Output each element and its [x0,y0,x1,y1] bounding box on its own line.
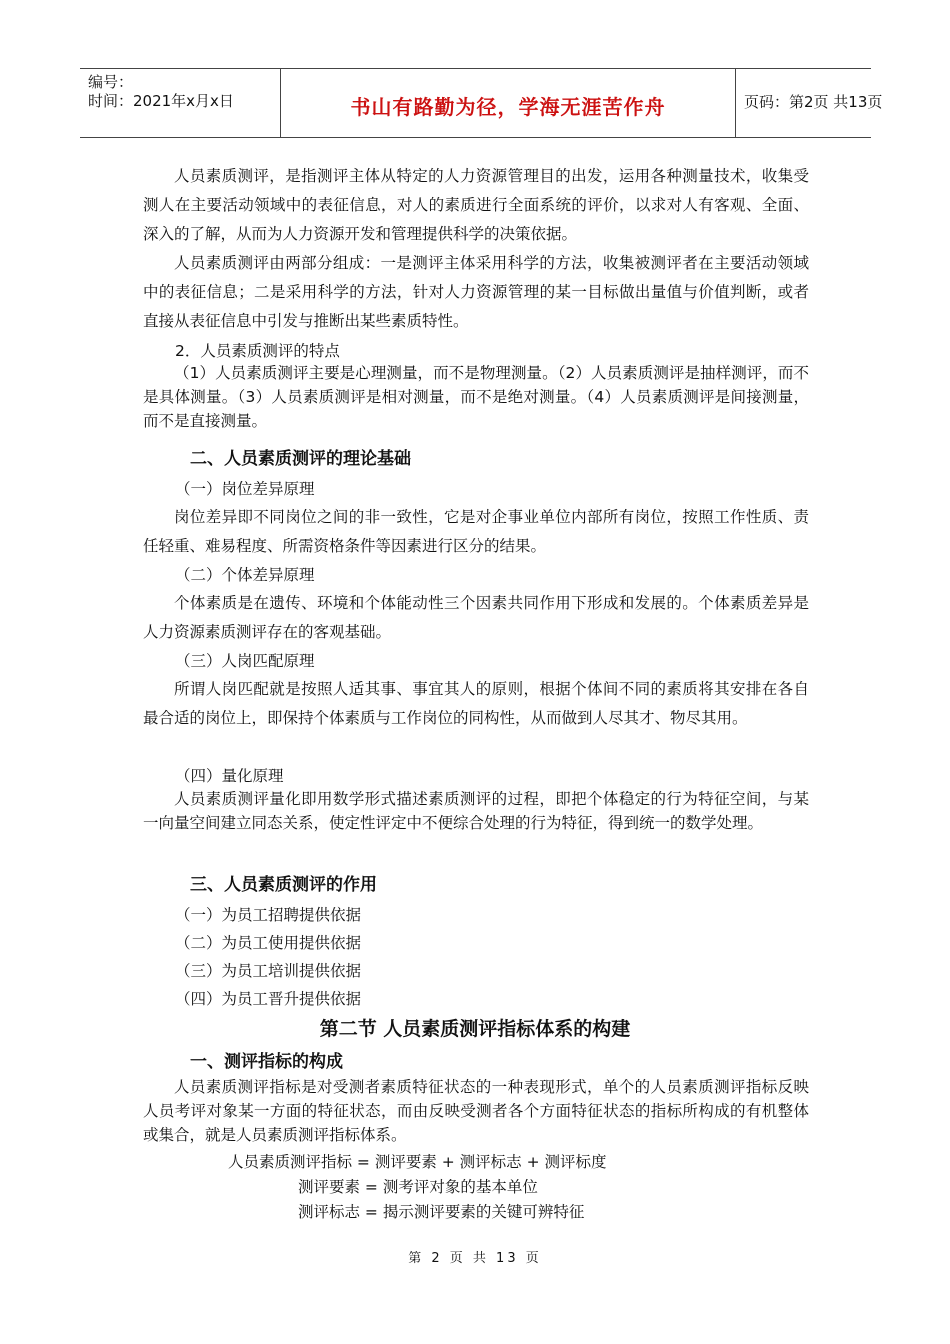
theory-3-text: 所谓人岗匹配就是按照人适其事、事宜其人的原则，根据个体间不同的素质将其安排在各自最合适的岗位上，即保持个体素质与工作岗位的同构性，从而做到人尽其才、物尽其用。 [143,680,809,727]
time-label: 时间：2021年x月x日 [88,92,234,110]
role-item: （二）为员工使用提供依据 [175,934,362,952]
theory-2-title: （二）个体差异原理 [175,566,315,584]
header-center-cell [280,69,736,137]
header-right-cell [736,69,883,137]
theory-1-text: 岗位差异即不同岗位之间的非一致性，它是对企事业单位内部所有岗位，按照工作性质、责任轻重、难易程度、所需资格条件等因素进行区分的结果。 [143,508,809,555]
section-title: 第二节 人员素质测评指标体系的构建 [319,1018,631,1040]
formula-sign: 测评标志 = 揭示测评要素的关键可辨特征 [298,1203,585,1221]
paragraph-definition: 人员素质测评，是指测评主体从特定的人力资源管理目的出发，运用各种测量技术，收集受测人在主要活动领域中的表征信息，对人的素质进行全面系统的评价，以求对人有客观、全面、深入的了解，从而为人力资源开发和管理提供科学的决策依据。 [143,167,809,243]
subheading-features: 2．人员素质测评的特点 [175,342,340,360]
header-table [80,68,883,138]
role-item: （三）为员工培训提供依据 [175,962,362,980]
formula-element: 测评要素 = 测考评对象的基本单位 [298,1178,538,1196]
paragraph-composition: 人员素质测评由两部分组成：一是测评主体采用科学的方法，收集被测评者在主要活动领域中的表征信息；二是采用科学的方法，针对人力资源管理的某一目标做出量值与价值判断，或者直接从表征信息中引发与推断出某些素质特性。 [143,254,809,330]
number-label: 编号： [88,73,134,91]
page-footer: 第 2 页 共 13 页 [408,1251,542,1266]
role-item: （一）为员工招聘提供依据 [175,906,362,924]
role-item: （四）为员工晋升提供依据 [175,990,362,1008]
theory-1-title: （一）岗位差异原理 [175,480,315,498]
paragraph-features: （1）人员素质测评主要是心理测量，而不是物理测量。（2）人员素质测评是抽样测评，而不是具体测量。（3）人员素质测评是相对测量，而不是绝对测量。（4）人员素质测评是间接测量，而不是直接测量。 [143,364,809,430]
theory-2-text: 个体素质是在遗传、环境和个体能动性三个因素共同作用下形成和发展的。个体素质差异是人力资源素质测评存在的客观基础。 [143,594,809,641]
paragraph-index: 人员素质测评指标是对受测者素质特征状态的一种表现形式，单个的人员素质测评指标反映人员考评对象某一方面的特征状态，而由反映受测者各个方面特征状态的指标所构成的有机整体或集合，就是人员素质测评指标体系。 [143,1078,809,1144]
page-info: 页码：第2页 共13页 [744,93,883,111]
theory-4-text: 人员素质测评量化即用数学形式描述素质测评的过程，即把个体稳定的行为特征空间，与某一向量空间建立同态关系，使定性评定中不便综合处理的行为特征，得到统一的数学处理。 [143,790,809,832]
motto: 书山有路勤为径，学海无涯苦作舟 [350,95,666,119]
heading-role: 三、人员素质测评的作用 [190,875,377,895]
theory-4-title: （四）量化原理 [175,767,284,785]
heading-index: 一、测评指标的构成 [190,1052,343,1072]
formula-index: 人员素质测评指标 = 测评要素 + 测评标志 + 测评标度 [228,1153,607,1171]
header-left-cell [80,69,280,137]
heading-theory: 二、人员素质测评的理论基础 [190,449,411,469]
theory-3-title: （三）人岗匹配原理 [175,652,315,670]
